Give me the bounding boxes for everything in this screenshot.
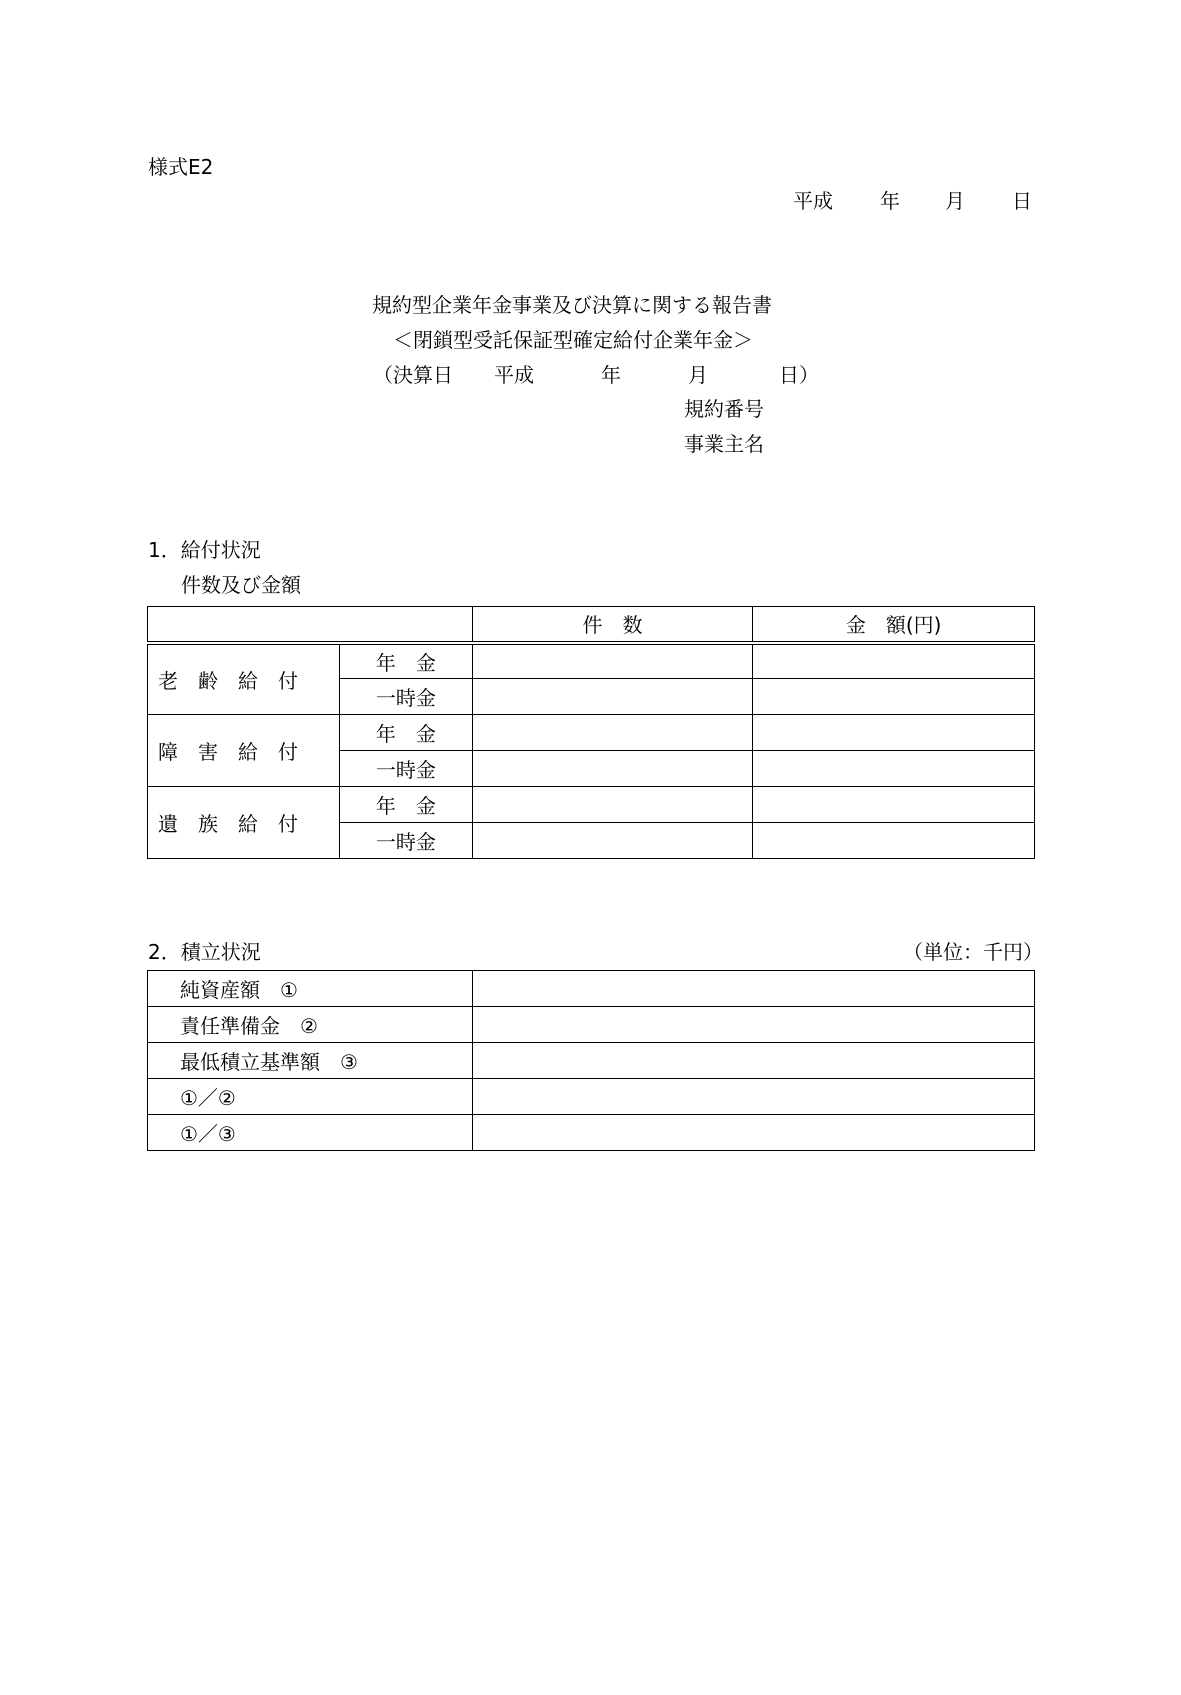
row-label: 責任準備金 ② <box>148 1007 473 1043</box>
type-label: 年 金 <box>339 787 472 823</box>
value-cell[interactable] <box>472 971 1034 1007</box>
type-label: 年 金 <box>339 715 472 751</box>
amount-cell[interactable] <box>753 751 1035 787</box>
employer-name-label: 事業主名 <box>684 432 764 456</box>
section2-heading: 2．積立状況 <box>148 940 261 964</box>
row-label: 純資産額 ① <box>148 971 473 1007</box>
count-cell[interactable] <box>472 751 753 787</box>
table-row <box>148 1043 1035 1079</box>
header-count: 件 数 <box>472 607 753 643</box>
settlement-year: 年 <box>601 363 621 387</box>
value-cell[interactable] <box>472 1043 1034 1079</box>
date-day: 日 <box>1012 189 1032 213</box>
group-label-survivor: 遺 族 給 付 <box>148 787 340 859</box>
amount-cell[interactable] <box>753 823 1035 859</box>
settlement-month: 月 <box>688 363 708 387</box>
value-cell[interactable] <box>472 1079 1034 1115</box>
table-row <box>148 643 1035 679</box>
amount-cell[interactable] <box>753 643 1035 679</box>
type-label: 年 金 <box>339 643 472 679</box>
count-cell[interactable] <box>472 715 753 751</box>
row-label: ①／③ <box>148 1115 473 1151</box>
settlement-label: （決算日 <box>373 363 453 387</box>
row-label: ①／② <box>148 1079 473 1115</box>
type-label: 一時金 <box>339 679 472 715</box>
amount-cell[interactable] <box>753 679 1035 715</box>
count-cell[interactable] <box>472 823 753 859</box>
row-label: 最低積立基準額 ③ <box>148 1043 473 1079</box>
page-subtitle: ＜閉鎖型受託保証型確定給付企業年金＞ <box>393 328 753 352</box>
value-cell[interactable] <box>472 1115 1034 1151</box>
header-blank <box>148 607 473 643</box>
header-amount: 金 額(円) <box>753 607 1035 643</box>
contract-number-label: 規約番号 <box>684 397 764 421</box>
amount-cell[interactable] <box>753 787 1035 823</box>
group-label-disability: 障 害 給 付 <box>148 715 340 787</box>
date-year: 年 <box>880 189 900 213</box>
table-row <box>148 1115 1035 1151</box>
amount-cell[interactable] <box>753 715 1035 751</box>
count-cell[interactable] <box>472 679 753 715</box>
group-label-old-age: 老 齢 給 付 <box>148 643 340 715</box>
table-header-row <box>148 607 1035 643</box>
type-label: 一時金 <box>339 823 472 859</box>
unit-label: （単位：千円） <box>903 940 1043 964</box>
section1-subheading: 件数及び金額 <box>181 573 301 597</box>
table-row <box>148 1079 1035 1115</box>
section1-heading: 1．給付状況 <box>148 538 261 562</box>
table-row <box>148 787 1035 823</box>
settlement-era: 平成 <box>494 363 534 387</box>
date-era: 平成 <box>793 189 833 213</box>
count-cell[interactable] <box>472 787 753 823</box>
page-title: 規約型企業年金事業及び決算に関する報告書 <box>372 293 772 317</box>
settlement-day: 日） <box>779 363 819 387</box>
table-row <box>148 1007 1035 1043</box>
type-label: 一時金 <box>339 751 472 787</box>
benefits-table <box>147 606 1035 859</box>
form-id: 様式E2 <box>148 155 214 179</box>
table-row <box>148 971 1035 1007</box>
reserves-table <box>147 970 1035 1151</box>
date-month: 月 <box>945 189 965 213</box>
table-row <box>148 715 1035 751</box>
count-cell[interactable] <box>472 643 753 679</box>
value-cell[interactable] <box>472 1007 1034 1043</box>
